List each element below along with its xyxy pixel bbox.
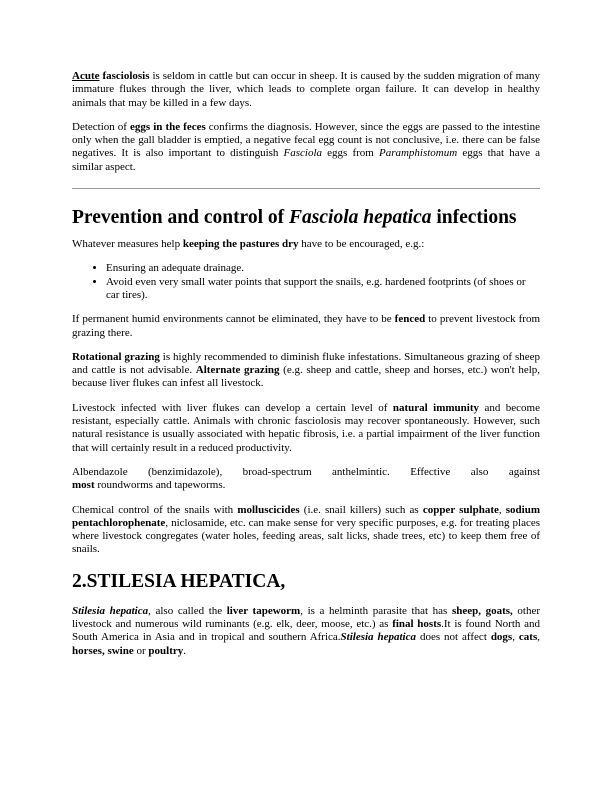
term-paramphistomum: Paramphistomum bbox=[378, 147, 458, 160]
term-keeping-pastures-dry: keeping the pastures dry bbox=[182, 238, 299, 251]
term-fenced: fenced bbox=[394, 313, 426, 326]
term-natural-immunity: natural immunity bbox=[392, 401, 479, 414]
term-poultry: poultry bbox=[148, 644, 184, 657]
measures-list bbox=[72, 262, 540, 302]
term-molluscicides: molluscicides bbox=[237, 503, 300, 516]
term-alternate-grazing: Alternate grazing bbox=[195, 364, 280, 377]
term-sheep-goats: sheep, goats, bbox=[451, 604, 513, 617]
term-stilesia-hepatica: Stilesia hepatica bbox=[340, 631, 416, 644]
term-fasciola: Fasciola bbox=[283, 147, 323, 160]
term-horses-swine: horses, swine bbox=[72, 644, 134, 657]
term-dogs: dogs bbox=[490, 631, 513, 644]
term-liver-tapeworm: liver tapeworm bbox=[226, 604, 301, 617]
paragraph-albendazole: Albendazole (benzimidazole), broad-spectrum anthelmintic. Effective also against most roundworms and tapeworms. bbox=[72, 465, 540, 492]
paragraph-natural-immunity: Livestock infected with liver flukes can develop a certain level of natural immunity and become resistant, especially cattle. Animals with chronic fasciolosis may recover spontaneously. However, such natural resistance is usually associated with hepatic fibrosis, i.e. a partial impairment of the liver function that will certainly result in a reduced productivity. bbox=[72, 401, 540, 454]
term-final-hosts: final hosts bbox=[392, 618, 442, 631]
term-fasciolosis: fasciolosis bbox=[102, 70, 150, 82]
term-sodium-pentachlorophenate: sodium pentachlorophenate bbox=[72, 503, 541, 529]
heading-stilesia-hepatica: 2.STILESIA HEPATICA, bbox=[72, 570, 286, 592]
term-acute: Acute bbox=[72, 70, 100, 82]
term-eggs-in-feces: eggs in the feces bbox=[130, 120, 206, 133]
paragraph-fencing: If permanent humid environments cannot be eliminated, they have to be fenced to prevent livestock from grazing there. bbox=[72, 313, 541, 339]
document-page bbox=[72, 70, 540, 669]
paragraph-grazing: Rotational grazing is highly recommended to diminish fluke infestations. Simultaneous grazing of sheep and cattle is not advisable. Alternate grazing (e.g. sheep and cattle, sheep and horses, etc.) won't help, because liver flukes can infest all livestock. bbox=[72, 350, 541, 390]
term-most: most bbox=[72, 479, 95, 492]
term-copper-sulphate: copper sulphate bbox=[422, 503, 499, 516]
paragraph-stilesia: Stilesia hepatica, also called the liver tapeworm, is a helminth parasite that has sheep, goats, other livestock and numerous wild ruminants (e.g. elk, deer, moose, etc.) as final hosts.It is found North and South America in Asia and in tropical and southern Africa.Stilesia hepatica does not affect dogs, cats, horses, swine or poultry. bbox=[72, 604, 540, 657]
list-item: • Avoid even very small water points that support the snails, e.g. hardened footprints (of shoes or car tires). bbox=[106, 276, 540, 303]
term-stilesia-hepatica: Stilesia hepatica bbox=[72, 604, 149, 617]
term-rotational-grazing: Rotational grazing bbox=[72, 350, 160, 363]
list-item: • Ensuring an adequate drainage. bbox=[106, 262, 540, 275]
heading-prevention-control: Prevention and control of Fasciola hepatica infections bbox=[72, 207, 517, 229]
paragraph-chemical-control: Chemical control of the snails with molluscicides (i.e. snail killers) such as copper sulphate, sodium pentachlorophenate, niclosamide, etc. can make sense for very specific purposes, e.g. for treating places where livestock congregates (water holes, feeding areas, salt licks, shade trees, etc) to keep them free of snails. bbox=[72, 503, 541, 556]
paragraph-keep-pastures-dry: Whatever measures help keeping the pastures dry have to be encouraged, e.g.: bbox=[72, 238, 425, 251]
section-divider bbox=[72, 188, 540, 189]
paragraph-acute-fasciolosis: Acute fasciolosis is seldom in cattle but can occur in sheep. It is caused by the sudden migration of many immature flukes through the liver, which leads to complete organ failure. It can develop in healthy animals that may be killed in a few days. bbox=[72, 70, 541, 109]
paragraph-diagnosis: Detection of eggs in the feces confirms the diagnosis. However, since the eggs are passed to the intestine only when the gall bladder is emptied, a negative fecal egg count is not conclusive, i.e. there can be false negatives. It is also important to distinguish Fasciola eggs from Paramphistomum eggs that have a similar aspect. bbox=[72, 120, 540, 173]
term-cats: cats bbox=[518, 631, 538, 644]
